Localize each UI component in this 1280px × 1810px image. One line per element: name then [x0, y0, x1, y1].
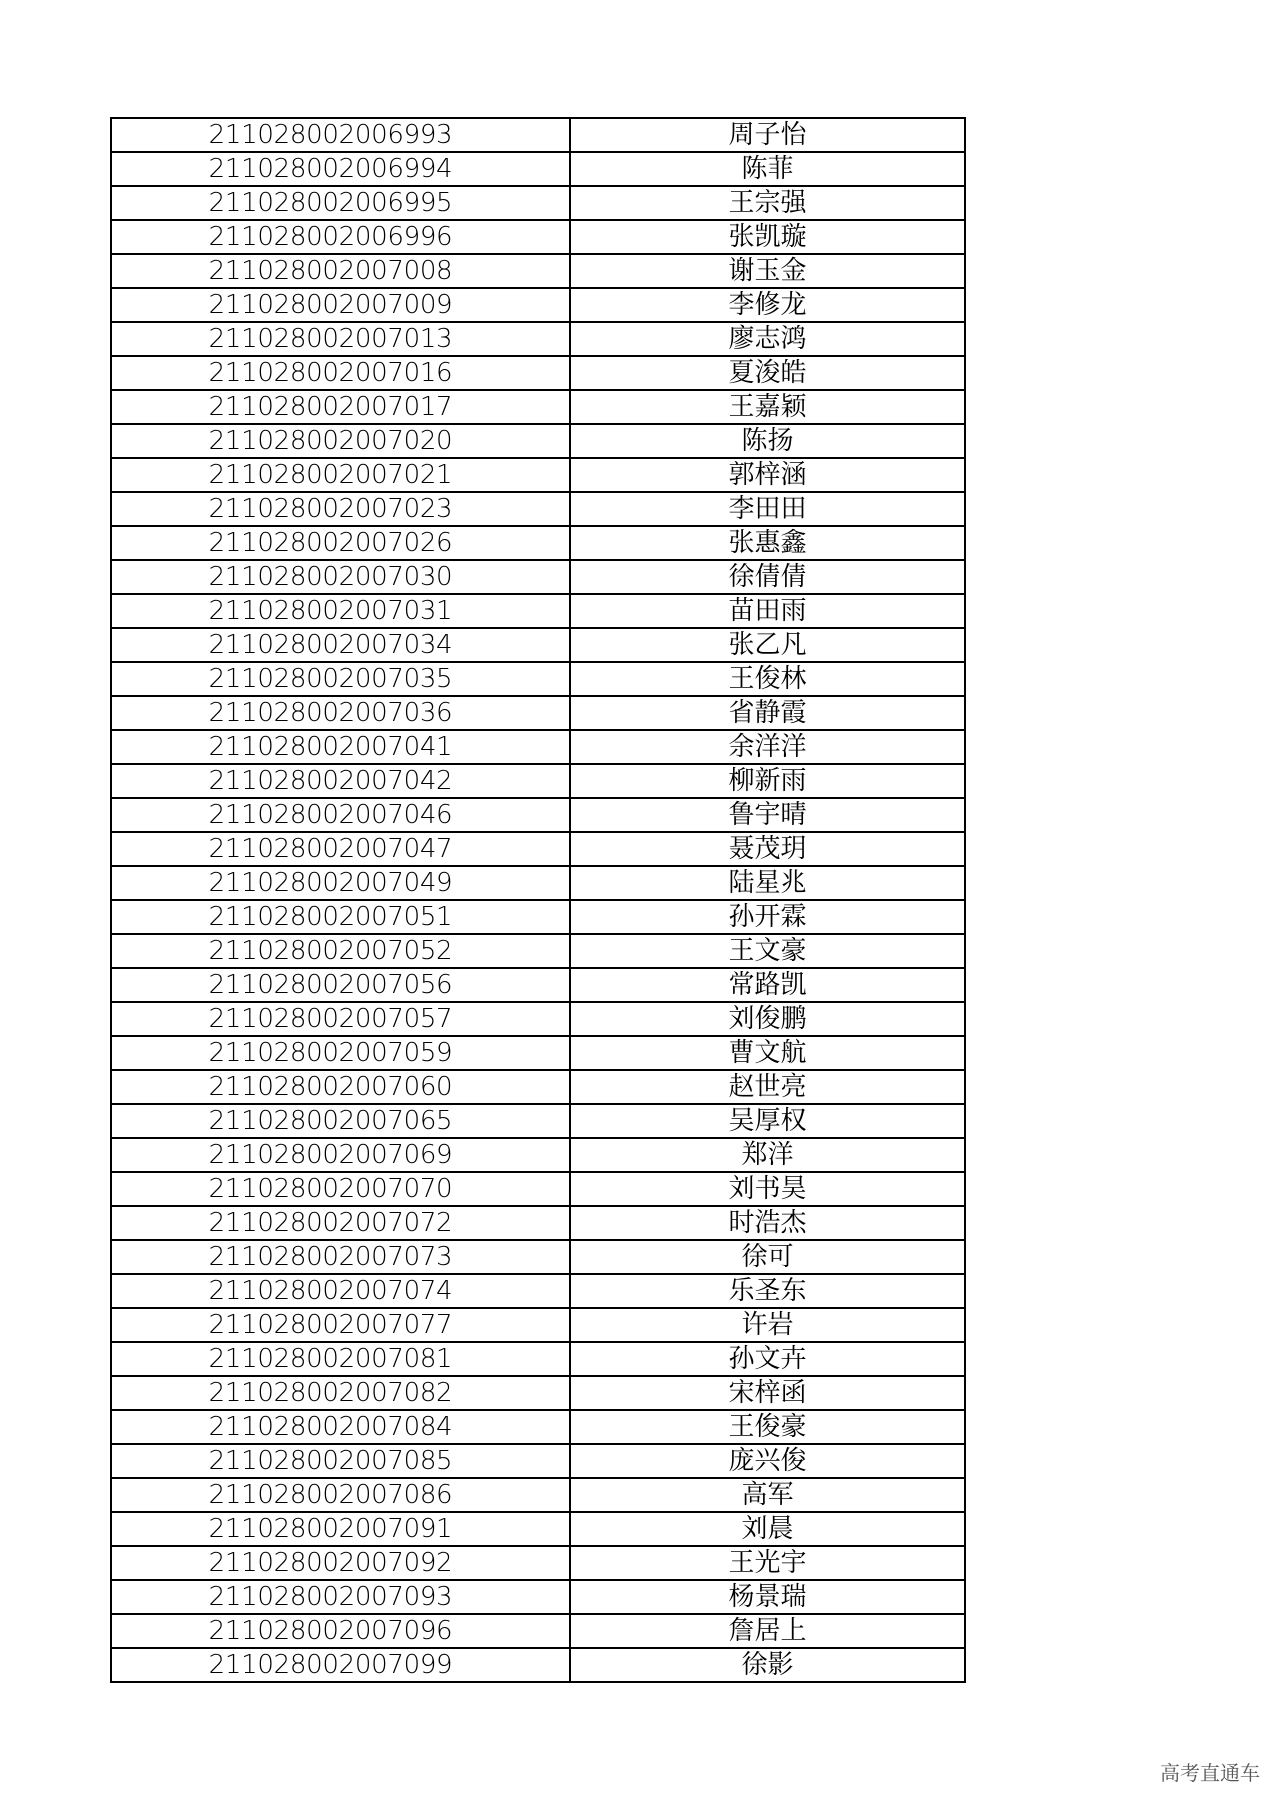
table-row: [111, 492, 965, 526]
student-name-cell: 夏浚皓: [570, 356, 965, 390]
student-name-cell: 省静霞: [570, 696, 965, 730]
exam-number-cell: 211028002007008: [111, 254, 570, 288]
student-name-cell: 时浩杰: [570, 1206, 965, 1240]
table-row: [111, 764, 965, 798]
exam-number-cell: 211028002007031: [111, 594, 570, 628]
exam-number-cell: 211028002007047: [111, 832, 570, 866]
exam-number-cell: 211028002007092: [111, 1546, 570, 1580]
student-name-cell: 王文豪: [570, 934, 965, 968]
exam-number-cell: 211028002007034: [111, 628, 570, 662]
table-row: [111, 1104, 965, 1138]
exam-number-cell: 211028002007059: [111, 1036, 570, 1070]
table-row: [111, 1070, 965, 1104]
roster-table-body: [111, 118, 965, 1682]
exam-number-cell: 211028002007091: [111, 1512, 570, 1546]
student-name-cell: 赵世亮: [570, 1070, 965, 1104]
student-name-cell: 李田田: [570, 492, 965, 526]
student-name-cell: 徐影: [570, 1648, 965, 1682]
exam-number-cell: 211028002007077: [111, 1308, 570, 1342]
table-row: [111, 526, 965, 560]
table-row: [111, 186, 965, 220]
exam-number-cell: 211028002007020: [111, 424, 570, 458]
student-name-cell: 詹居上: [570, 1614, 965, 1648]
table-row: [111, 322, 965, 356]
exam-number-cell: 211028002007042: [111, 764, 570, 798]
exam-number-cell: 211028002007086: [111, 1478, 570, 1512]
student-name-cell: 张乙凡: [570, 628, 965, 662]
student-name-cell: 郑洋: [570, 1138, 965, 1172]
exam-number-cell: 211028002007074: [111, 1274, 570, 1308]
table-row: [111, 1410, 965, 1444]
table-row: [111, 934, 965, 968]
table-row: [111, 832, 965, 866]
table-row: [111, 1376, 965, 1410]
table-row: [111, 1138, 965, 1172]
exam-number-cell: 211028002007085: [111, 1444, 570, 1478]
student-name-cell: 王俊林: [570, 662, 965, 696]
student-name-cell: 聂茂玥: [570, 832, 965, 866]
exam-number-cell: 211028002007009: [111, 288, 570, 322]
student-name-cell: 徐倩倩: [570, 560, 965, 594]
exam-number-cell: 211028002007081: [111, 1342, 570, 1376]
exam-number-cell: 211028002007096: [111, 1614, 570, 1648]
table-row: [111, 1546, 965, 1580]
student-name-cell: 孙文卉: [570, 1342, 965, 1376]
exam-number-cell: 211028002007060: [111, 1070, 570, 1104]
student-name-cell: 张凯璇: [570, 220, 965, 254]
student-name-cell: 王嘉颖: [570, 390, 965, 424]
student-name-cell: 陈扬: [570, 424, 965, 458]
exam-number-cell: 211028002007049: [111, 866, 570, 900]
table-row: [111, 1614, 965, 1648]
table-row: [111, 696, 965, 730]
exam-number-cell: 211028002007023: [111, 492, 570, 526]
table-row: [111, 220, 965, 254]
exam-number-cell: 211028002006996: [111, 220, 570, 254]
table-row: [111, 1580, 965, 1614]
table-row: [111, 1308, 965, 1342]
exam-number-cell: 211028002007030: [111, 560, 570, 594]
exam-number-cell: 211028002007070: [111, 1172, 570, 1206]
exam-number-cell: 211028002007099: [111, 1648, 570, 1682]
student-name-cell: 苗田雨: [570, 594, 965, 628]
student-name-cell: 郭梓涵: [570, 458, 965, 492]
table-row: [111, 968, 965, 1002]
table-row: [111, 1172, 965, 1206]
table-row: [111, 1478, 965, 1512]
exam-number-cell: 211028002007052: [111, 934, 570, 968]
student-name-cell: 陆星兆: [570, 866, 965, 900]
exam-number-cell: 211028002007082: [111, 1376, 570, 1410]
student-name-cell: 乐圣东: [570, 1274, 965, 1308]
student-name-cell: 曹文航: [570, 1036, 965, 1070]
exam-number-cell: 211028002007013: [111, 322, 570, 356]
table-row: [111, 118, 965, 152]
student-name-cell: 李修龙: [570, 288, 965, 322]
table-row: [111, 1648, 965, 1682]
table-row: [111, 1274, 965, 1308]
exam-number-cell: 211028002006994: [111, 152, 570, 186]
exam-number-cell: 211028002007036: [111, 696, 570, 730]
student-name-cell: 刘书昊: [570, 1172, 965, 1206]
student-name-cell: 周子怡: [570, 118, 965, 152]
student-name-cell: 高军: [570, 1478, 965, 1512]
exam-number-cell: 211028002007093: [111, 1580, 570, 1614]
exam-number-cell: 211028002007056: [111, 968, 570, 1002]
table-row: [111, 1444, 965, 1478]
table-row: [111, 1036, 965, 1070]
table-row: [111, 1512, 965, 1546]
student-name-cell: 刘俊鹏: [570, 1002, 965, 1036]
student-name-cell: 杨景瑞: [570, 1580, 965, 1614]
student-name-cell: 王宗强: [570, 186, 965, 220]
student-name-cell: 宋梓函: [570, 1376, 965, 1410]
exam-number-cell: 211028002007069: [111, 1138, 570, 1172]
table-row: [111, 390, 965, 424]
exam-number-cell: 211028002007057: [111, 1002, 570, 1036]
table-row: [111, 866, 965, 900]
table-row: [111, 1206, 965, 1240]
student-name-cell: 许岩: [570, 1308, 965, 1342]
table-row: [111, 798, 965, 832]
exam-number-cell: 211028002007065: [111, 1104, 570, 1138]
table-row: [111, 560, 965, 594]
exam-number-cell: 211028002007051: [111, 900, 570, 934]
exam-number-cell: 211028002007041: [111, 730, 570, 764]
exam-number-cell: 211028002007026: [111, 526, 570, 560]
student-name-cell: 鲁宇晴: [570, 798, 965, 832]
table-row: [111, 1240, 965, 1274]
exam-number-cell: 211028002006993: [111, 118, 570, 152]
exam-number-cell: 211028002007016: [111, 356, 570, 390]
table-row: [111, 254, 965, 288]
student-name-cell: 陈菲: [570, 152, 965, 186]
student-name-cell: 孙开霖: [570, 900, 965, 934]
exam-number-cell: 211028002007072: [111, 1206, 570, 1240]
table-row: [111, 152, 965, 186]
table-row: [111, 288, 965, 322]
exam-number-cell: 211028002007084: [111, 1410, 570, 1444]
table-row: [111, 458, 965, 492]
student-name-cell: 徐可: [570, 1240, 965, 1274]
exam-number-cell: 211028002007017: [111, 390, 570, 424]
roster-table: [110, 117, 966, 1683]
exam-number-cell: 211028002006995: [111, 186, 570, 220]
table-row: [111, 628, 965, 662]
table-row: [111, 594, 965, 628]
student-name-cell: 廖志鸿: [570, 322, 965, 356]
exam-number-cell: 211028002007021: [111, 458, 570, 492]
student-name-cell: 常路凯: [570, 968, 965, 1002]
student-name-cell: 柳新雨: [570, 764, 965, 798]
table-row: [111, 356, 965, 390]
student-name-cell: 王光宇: [570, 1546, 965, 1580]
exam-number-cell: 211028002007046: [111, 798, 570, 832]
student-name-cell: 张惠鑫: [570, 526, 965, 560]
table-row: [111, 1342, 965, 1376]
student-name-cell: 谢玉金: [570, 254, 965, 288]
table-row: [111, 424, 965, 458]
student-name-cell: 吴厚权: [570, 1104, 965, 1138]
student-name-cell: 王俊豪: [570, 1410, 965, 1444]
watermark-text: 高考直通车: [1160, 1761, 1260, 1785]
table-row: [111, 662, 965, 696]
student-name-cell: 余洋洋: [570, 730, 965, 764]
table-row: [111, 1002, 965, 1036]
table-row: [111, 900, 965, 934]
exam-number-cell: 211028002007073: [111, 1240, 570, 1274]
exam-number-cell: 211028002007035: [111, 662, 570, 696]
student-name-cell: 刘晨: [570, 1512, 965, 1546]
table-row: [111, 730, 965, 764]
student-name-cell: 庞兴俊: [570, 1444, 965, 1478]
